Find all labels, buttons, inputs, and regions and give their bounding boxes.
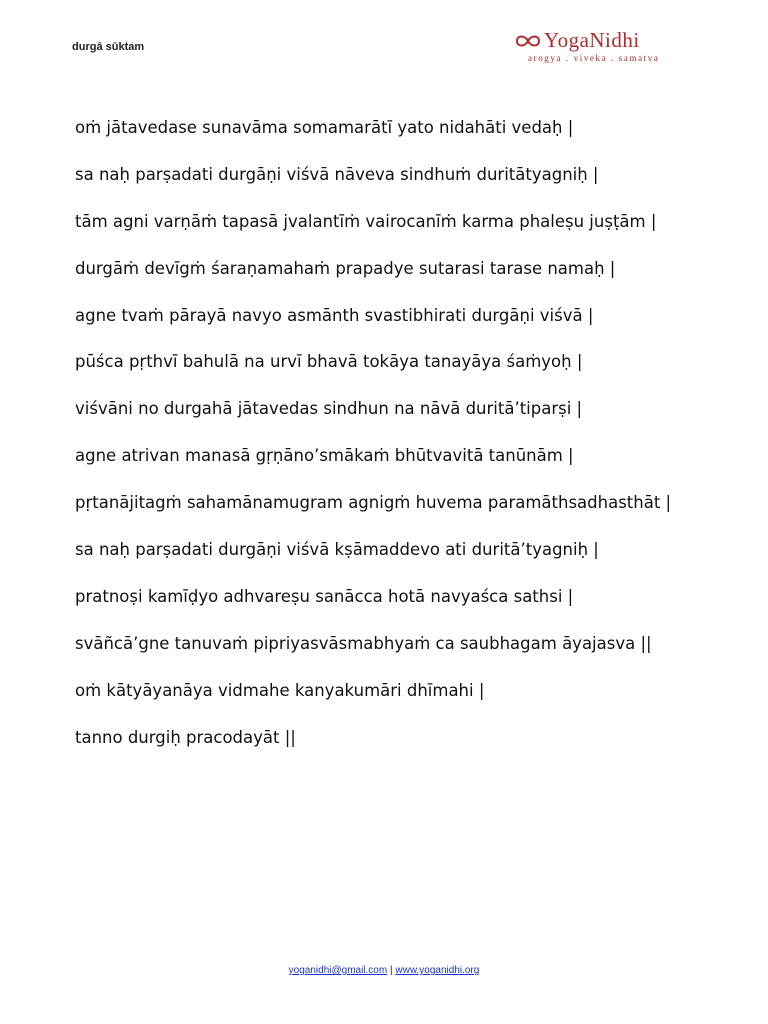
yoganidhi-logo [514, 28, 664, 70]
infinity-logo-icon [514, 32, 542, 50]
logo-tagline: arogya . viveka . samatva [528, 53, 660, 63]
verse-line: tanno durgiḥ pracodayāt || [75, 727, 296, 747]
verse-line: pratnoṣi kamīḍyo adhvareṣu sanācca hotā navyaśca sathsi | [75, 586, 574, 606]
footer-separator: | [389, 965, 393, 976]
page-footer [0, 965, 768, 976]
verse-line: durgāṁ devīgṁ śaraṇamahaṁ prapadye sutarasi tarase namaḥ | [75, 258, 616, 278]
verse-line: tām agni varṇāṁ tapasā jvalantīṁ vairocanīṁ karma phaleṣu juṣṭām | [75, 211, 657, 231]
verse-line: pṛtanājitagṁ sahamānamugram agnigṁ huvema paramāthsadhasthāt | [75, 493, 672, 513]
verse-line: svāñcā’gne tanuvaṁ pipriyasvāsmabhyaṁ ca saubhagam āyajasva || [75, 633, 652, 653]
verse-line: viśvāni no durgahā jātavedas sindhun na nāvā duritā’tiparṣi | [75, 399, 583, 419]
verse-list [75, 120, 715, 776]
email-link[interactable]: yoganidhi@gmail.com [288, 965, 388, 976]
verse-line: sa naḥ parṣadati durgāṇi viśvā kṣāmaddevo ati duritā’tyagniḥ | [75, 540, 599, 560]
logo-name: YogaNidhi [544, 28, 640, 52]
verse-line: sa naḥ parṣadati durgāṇi viśvā nāveva sindhuṁ duritātyagniḥ | [75, 164, 599, 184]
verse-line: pūśca pṛthvī bahulā na urvī bhavā tokāya tanayāya śaṁyoḥ | [75, 352, 583, 372]
page-header-title: durgā sūktam [72, 41, 145, 53]
verse-line: oṁ jātavedase sunavāma somamarātī yato nidahāti vedaḥ | [75, 118, 574, 137]
website-link[interactable]: www.yoganidhi.org [395, 965, 480, 976]
verse-line: oṁ kātyāyanāya vidmahe kanyakumāri dhīmahi | [75, 680, 485, 700]
verse-line: agne tvaṁ pārayā navyo asmānth svastibhirati durgāṇi viśvā | [75, 305, 594, 325]
verse-line: agne atrivan manasā gṛṇāno’smākaṁ bhūtvavitā tanūnām | [75, 446, 574, 466]
